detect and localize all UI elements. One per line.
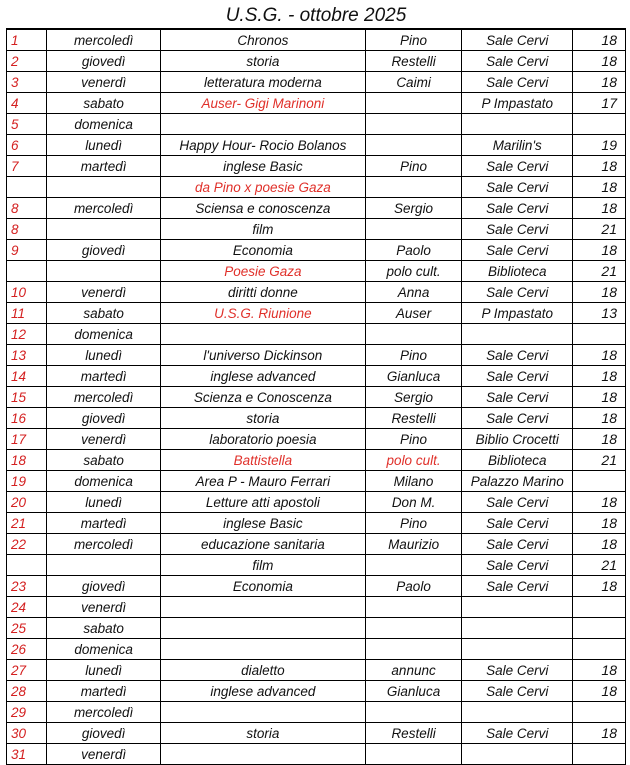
weekday-cell: venerdì	[47, 597, 160, 618]
organizer-cell	[366, 324, 462, 345]
venue-cell	[462, 639, 573, 660]
event-cell: da Pino x poesie Gaza	[160, 177, 365, 198]
organizer-cell: Gianluca	[366, 366, 462, 387]
organizer-cell: Maurizio	[366, 534, 462, 555]
event-cell: letteratura moderna	[160, 72, 365, 93]
weekday-cell: domenica	[47, 639, 160, 660]
hour-cell	[573, 114, 626, 135]
venue-cell: P Impastato	[462, 303, 573, 324]
weekday-cell: sabato	[47, 450, 160, 471]
day-number-cell	[7, 261, 47, 282]
hour-cell: 18	[573, 723, 626, 744]
event-cell	[160, 324, 365, 345]
weekday-cell: lunedì	[47, 492, 160, 513]
weekday-cell: mercoledì	[47, 387, 160, 408]
table-row	[7, 639, 626, 660]
organizer-cell: Don M.	[366, 492, 462, 513]
day-number-cell: 7	[7, 156, 47, 177]
hour-cell: 21	[573, 450, 626, 471]
venue-cell: Sale Cervi	[462, 366, 573, 387]
venue-cell	[462, 744, 573, 765]
table-row	[7, 30, 626, 51]
weekday-cell: venerdì	[47, 744, 160, 765]
venue-cell: Palazzo Marino	[462, 471, 573, 492]
venue-cell: Sale Cervi	[462, 240, 573, 261]
venue-cell: Sale Cervi	[462, 660, 573, 681]
event-cell: U.S.G. Riunione	[160, 303, 365, 324]
table-row	[7, 618, 626, 639]
day-number-cell: 23	[7, 576, 47, 597]
hour-cell: 13	[573, 303, 626, 324]
hour-cell	[573, 702, 626, 723]
day-number-cell: 30	[7, 723, 47, 744]
organizer-cell	[366, 639, 462, 660]
weekday-cell: venerdì	[47, 282, 160, 303]
venue-cell: Sale Cervi	[462, 30, 573, 51]
event-cell: inglese advanced	[160, 366, 365, 387]
day-number-cell	[7, 555, 47, 576]
table-row	[7, 72, 626, 93]
hour-cell	[573, 639, 626, 660]
day-number-cell: 10	[7, 282, 47, 303]
venue-cell	[462, 324, 573, 345]
event-cell: inglese Basic	[160, 156, 365, 177]
table-row	[7, 366, 626, 387]
table-row	[7, 93, 626, 114]
organizer-cell: polo cult.	[366, 261, 462, 282]
venue-cell: Sale Cervi	[462, 198, 573, 219]
weekday-cell: venerdì	[47, 429, 160, 450]
day-number-cell: 21	[7, 513, 47, 534]
table-row	[7, 387, 626, 408]
event-cell: inglese advanced	[160, 681, 365, 702]
organizer-cell: Paolo	[366, 576, 462, 597]
organizer-cell	[366, 597, 462, 618]
weekday-cell: domenica	[47, 471, 160, 492]
hour-cell: 18	[573, 660, 626, 681]
weekday-cell: lunedì	[47, 660, 160, 681]
weekday-cell: lunedì	[47, 345, 160, 366]
table-row	[7, 198, 626, 219]
weekday-cell: mercoledì	[47, 30, 160, 51]
event-cell	[160, 114, 365, 135]
table-row	[7, 282, 626, 303]
event-cell: Battistella	[160, 450, 365, 471]
organizer-cell: polo cult.	[366, 450, 462, 471]
day-number-cell: 18	[7, 450, 47, 471]
organizer-cell: Pino	[366, 513, 462, 534]
event-cell	[160, 702, 365, 723]
event-cell: Economia	[160, 576, 365, 597]
day-number-cell: 26	[7, 639, 47, 660]
hour-cell: 21	[573, 261, 626, 282]
weekday-cell	[47, 177, 160, 198]
organizer-cell: Anna	[366, 282, 462, 303]
hour-cell: 18	[573, 282, 626, 303]
venue-cell	[462, 597, 573, 618]
table-row	[7, 450, 626, 471]
hour-cell: 18	[573, 576, 626, 597]
weekday-cell: sabato	[47, 93, 160, 114]
event-cell	[160, 639, 365, 660]
weekday-cell	[47, 555, 160, 576]
organizer-cell: Pino	[366, 429, 462, 450]
table-row	[7, 471, 626, 492]
hour-cell	[573, 618, 626, 639]
hour-cell: 19	[573, 135, 626, 156]
organizer-cell: Pino	[366, 30, 462, 51]
event-cell: Area P - Mauro Ferrari	[160, 471, 365, 492]
organizer-cell: Gianluca	[366, 681, 462, 702]
organizer-cell: Pino	[366, 156, 462, 177]
day-number-cell: 25	[7, 618, 47, 639]
day-number-cell: 8	[7, 198, 47, 219]
day-number-cell: 28	[7, 681, 47, 702]
day-number-cell: 20	[7, 492, 47, 513]
day-number-cell: 19	[7, 471, 47, 492]
weekday-cell: martedì	[47, 513, 160, 534]
schedule-sheet	[6, 4, 626, 765]
hour-cell: 18	[573, 177, 626, 198]
event-cell: Auser- Gigi Marinoni	[160, 93, 365, 114]
hour-cell: 18	[573, 156, 626, 177]
event-cell: diritti donne	[160, 282, 365, 303]
event-cell: storia	[160, 51, 365, 72]
venue-cell: Biblioteca	[462, 261, 573, 282]
day-number-cell: 24	[7, 597, 47, 618]
event-cell: Chronos	[160, 30, 365, 51]
hour-cell: 18	[573, 30, 626, 51]
weekday-cell: giovedì	[47, 240, 160, 261]
day-number-cell: 5	[7, 114, 47, 135]
venue-cell	[462, 114, 573, 135]
table-row	[7, 408, 626, 429]
venue-cell	[462, 702, 573, 723]
event-cell: film	[160, 555, 365, 576]
event-cell: film	[160, 219, 365, 240]
hour-cell: 18	[573, 198, 626, 219]
hour-cell: 18	[573, 492, 626, 513]
venue-cell: Sale Cervi	[462, 72, 573, 93]
hour-cell: 18	[573, 387, 626, 408]
hour-cell: 18	[573, 51, 626, 72]
event-cell: dialetto	[160, 660, 365, 681]
event-cell: Economia	[160, 240, 365, 261]
weekday-cell: domenica	[47, 324, 160, 345]
organizer-cell: Auser	[366, 303, 462, 324]
organizer-cell: Pino	[366, 345, 462, 366]
event-cell: storia	[160, 723, 365, 744]
weekday-cell: giovedì	[47, 723, 160, 744]
hour-cell: 18	[573, 429, 626, 450]
weekday-cell: giovedì	[47, 51, 160, 72]
table-row	[7, 240, 626, 261]
organizer-cell	[366, 744, 462, 765]
event-cell	[160, 744, 365, 765]
schedule-rows	[7, 30, 626, 765]
event-cell	[160, 618, 365, 639]
venue-cell: Marilin's	[462, 135, 573, 156]
organizer-cell: Paolo	[366, 240, 462, 261]
venue-cell: Sale Cervi	[462, 345, 573, 366]
table-row	[7, 576, 626, 597]
organizer-cell: Caimi	[366, 72, 462, 93]
table-row	[7, 744, 626, 765]
event-cell: Sciensa e conoscenza	[160, 198, 365, 219]
hour-cell: 18	[573, 366, 626, 387]
weekday-cell: domenica	[47, 114, 160, 135]
table-row	[7, 555, 626, 576]
organizer-cell: Restelli	[366, 51, 462, 72]
table-row	[7, 345, 626, 366]
day-number-cell: 8	[7, 219, 47, 240]
hour-cell: 18	[573, 513, 626, 534]
weekday-cell: martedì	[47, 366, 160, 387]
venue-cell: Sale Cervi	[462, 534, 573, 555]
event-cell: Happy Hour- Rocio Bolanos	[160, 135, 365, 156]
hour-cell: 17	[573, 93, 626, 114]
event-cell: Scienza e Conoscenza	[160, 387, 365, 408]
weekday-cell: venerdì	[47, 72, 160, 93]
hour-cell: 18	[573, 345, 626, 366]
event-cell: Letture atti apostoli	[160, 492, 365, 513]
day-number-cell: 27	[7, 660, 47, 681]
venue-cell: Sale Cervi	[462, 51, 573, 72]
weekday-cell: giovedì	[47, 576, 160, 597]
table-row	[7, 135, 626, 156]
weekday-cell: martedì	[47, 156, 160, 177]
table-row	[7, 219, 626, 240]
day-number-cell: 14	[7, 366, 47, 387]
schedule-table	[6, 29, 626, 765]
day-number-cell: 4	[7, 93, 47, 114]
table-row	[7, 492, 626, 513]
venue-cell: Sale Cervi	[462, 723, 573, 744]
table-row	[7, 51, 626, 72]
table-row	[7, 723, 626, 744]
table-row	[7, 702, 626, 723]
venue-cell	[462, 618, 573, 639]
table-row	[7, 303, 626, 324]
venue-cell: Sale Cervi	[462, 177, 573, 198]
day-number-cell: 17	[7, 429, 47, 450]
table-row	[7, 534, 626, 555]
day-number-cell: 15	[7, 387, 47, 408]
table-row	[7, 429, 626, 450]
venue-cell: Sale Cervi	[462, 387, 573, 408]
venue-cell: Sale Cervi	[462, 681, 573, 702]
weekday-cell	[47, 219, 160, 240]
hour-cell	[573, 744, 626, 765]
organizer-cell	[366, 93, 462, 114]
hour-cell: 21	[573, 219, 626, 240]
day-number-cell: 16	[7, 408, 47, 429]
day-number-cell: 2	[7, 51, 47, 72]
table-row	[7, 114, 626, 135]
weekday-cell: lunedì	[47, 135, 160, 156]
day-number-cell: 12	[7, 324, 47, 345]
organizer-cell	[366, 555, 462, 576]
table-row	[7, 660, 626, 681]
event-cell: educazione sanitaria	[160, 534, 365, 555]
organizer-cell: Sergio	[366, 387, 462, 408]
venue-cell: Biblioteca	[462, 450, 573, 471]
venue-cell: P Impastato	[462, 93, 573, 114]
day-number-cell	[7, 177, 47, 198]
venue-cell: Sale Cervi	[462, 156, 573, 177]
venue-cell: Sale Cervi	[462, 576, 573, 597]
day-number-cell: 13	[7, 345, 47, 366]
event-cell: storia	[160, 408, 365, 429]
table-row	[7, 597, 626, 618]
hour-cell: 18	[573, 408, 626, 429]
organizer-cell	[366, 702, 462, 723]
weekday-cell: mercoledì	[47, 198, 160, 219]
hour-cell	[573, 471, 626, 492]
weekday-cell	[47, 261, 160, 282]
weekday-cell: giovedì	[47, 408, 160, 429]
organizer-cell	[366, 177, 462, 198]
day-number-cell: 22	[7, 534, 47, 555]
organizer-cell: Sergio	[366, 198, 462, 219]
day-number-cell: 3	[7, 72, 47, 93]
venue-cell: Sale Cervi	[462, 282, 573, 303]
event-cell: Poesie Gaza	[160, 261, 365, 282]
organizer-cell: Milano	[366, 471, 462, 492]
day-number-cell: 29	[7, 702, 47, 723]
hour-cell	[573, 324, 626, 345]
organizer-cell	[366, 135, 462, 156]
venue-cell: Biblio Crocetti	[462, 429, 573, 450]
event-cell: laboratorio poesia	[160, 429, 365, 450]
hour-cell	[573, 597, 626, 618]
day-number-cell: 31	[7, 744, 47, 765]
day-number-cell: 11	[7, 303, 47, 324]
weekday-cell: mercoledì	[47, 702, 160, 723]
event-cell: l'universo Dickinson	[160, 345, 365, 366]
organizer-cell: Restelli	[366, 723, 462, 744]
organizer-cell	[366, 219, 462, 240]
table-row	[7, 681, 626, 702]
table-row	[7, 177, 626, 198]
hour-cell: 18	[573, 240, 626, 261]
day-number-cell: 6	[7, 135, 47, 156]
weekday-cell: sabato	[47, 303, 160, 324]
day-number-cell: 1	[7, 30, 47, 51]
venue-cell: Sale Cervi	[462, 408, 573, 429]
page-title: U.S.G. - ottobre 2025	[6, 4, 626, 29]
venue-cell: Sale Cervi	[462, 513, 573, 534]
hour-cell: 21	[573, 555, 626, 576]
table-row	[7, 324, 626, 345]
venue-cell: Sale Cervi	[462, 492, 573, 513]
event-cell: inglese Basic	[160, 513, 365, 534]
organizer-cell	[366, 114, 462, 135]
day-number-cell: 9	[7, 240, 47, 261]
event-cell	[160, 597, 365, 618]
hour-cell: 18	[573, 72, 626, 93]
organizer-cell: Restelli	[366, 408, 462, 429]
organizer-cell	[366, 618, 462, 639]
weekday-cell: martedì	[47, 681, 160, 702]
venue-cell: Sale Cervi	[462, 555, 573, 576]
hour-cell: 18	[573, 534, 626, 555]
table-row	[7, 513, 626, 534]
weekday-cell: sabato	[47, 618, 160, 639]
table-row	[7, 156, 626, 177]
table-row	[7, 261, 626, 282]
hour-cell: 18	[573, 681, 626, 702]
organizer-cell: annunc	[366, 660, 462, 681]
weekday-cell: mercoledì	[47, 534, 160, 555]
venue-cell: Sale Cervi	[462, 219, 573, 240]
